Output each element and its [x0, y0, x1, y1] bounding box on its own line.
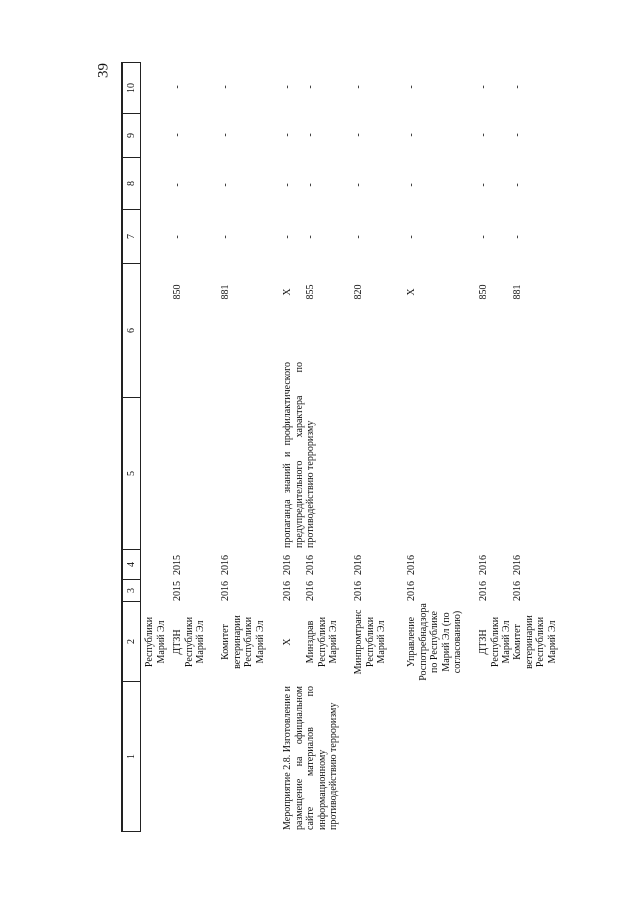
header-col-9: 9: [122, 114, 141, 158]
row6-executor: Управление Роспотребнадзора по Республике Марий Эл (по согласованию): [406, 603, 463, 681]
row7-end: 2016: [478, 555, 489, 575]
row2-col7: -: [220, 235, 231, 239]
row2-col8: -: [220, 183, 231, 187]
header-col-3: 3: [122, 580, 141, 602]
header-col-4: 4: [122, 550, 141, 580]
row2-code: 881: [220, 284, 231, 300]
row7-executor: ДТЗН Республики Марий Эл: [478, 616, 512, 668]
row4-code: 855: [305, 284, 316, 300]
rotated-table: [122, 62, 562, 832]
row5-end: 2016: [353, 555, 364, 575]
row7-col7: -: [478, 235, 489, 239]
row1-start: 2015: [172, 581, 183, 601]
row5-col10: -: [353, 85, 364, 89]
header-col-1: 1: [122, 682, 141, 832]
row4-col8: -: [305, 183, 316, 187]
row2-start: 2016: [220, 581, 231, 601]
row8-end: 2016: [512, 555, 523, 575]
row7-col10: -: [478, 85, 489, 89]
row5-code: 820: [353, 284, 364, 300]
row0-executor: Республики Марий Эл: [144, 616, 167, 668]
row7-code: 850: [478, 284, 489, 300]
row7-col8: -: [478, 183, 489, 187]
header-col-6: 6: [122, 264, 141, 398]
row6-code: Х: [406, 288, 417, 296]
row4-start: 2016: [305, 581, 316, 601]
row8-col10: -: [512, 85, 523, 89]
row3-col8: -: [282, 183, 293, 187]
row5-col9: -: [353, 133, 364, 137]
row6-col7: -: [406, 235, 417, 239]
row5-col8: -: [353, 183, 364, 187]
row1-col8: -: [172, 183, 183, 187]
header-col-10: 10: [122, 62, 141, 114]
header-col-7: 7: [122, 210, 141, 264]
row5-start: 2016: [353, 581, 364, 601]
row3-col10: -: [282, 85, 293, 89]
row8-col9: -: [512, 133, 523, 137]
row1-col7: -: [172, 235, 183, 239]
row8-executor: Комитет ветеринарии Республики Марий Эл: [512, 615, 558, 669]
row1-col10: -: [172, 85, 183, 89]
row8-code: 881: [512, 284, 523, 300]
row1-col9: -: [172, 133, 183, 137]
row3-end: 2016: [282, 555, 293, 575]
row2-col9: -: [220, 133, 231, 137]
row3-start: 2016: [282, 581, 293, 601]
row6-col9: -: [406, 133, 417, 137]
row2-end: 2016: [220, 555, 231, 575]
header-col-8: 8: [122, 158, 141, 210]
row2-executor: Комитет ветеринарии Республики Марий Эл: [220, 615, 266, 669]
row7-start: 2016: [478, 581, 489, 601]
row3-col7: -: [282, 235, 293, 239]
row4-col7: -: [305, 235, 316, 239]
header-col-5: 5: [122, 398, 141, 550]
row6-end: 2016: [406, 555, 417, 575]
row4-end: 2016: [305, 555, 316, 575]
row6-start: 2016: [406, 581, 417, 601]
row5-col7: -: [353, 235, 364, 239]
row8-start: 2016: [512, 581, 523, 601]
row4-executor: Минздрав Республики Марий Эл: [305, 616, 339, 668]
row5-executor: Минпромтранс Республики Марий Эл: [353, 609, 387, 675]
row4-col10: -: [305, 85, 316, 89]
row1-executor: ДТЗН Республики Марий Эл: [172, 616, 206, 668]
row4-col9: -: [305, 133, 316, 137]
row8-col7: -: [512, 235, 523, 239]
row2-col10: -: [220, 85, 231, 89]
row1-end: 2015: [172, 555, 183, 575]
row6-col8: -: [406, 183, 417, 187]
row3-col9: -: [282, 133, 293, 137]
row7-col9: -: [478, 133, 489, 137]
header-col-2: 2: [122, 602, 141, 682]
row8-col8: -: [512, 183, 523, 187]
row3-code: Х: [282, 288, 293, 296]
row6-col10: -: [406, 85, 417, 89]
row3-executor: Х: [282, 638, 293, 646]
row3-measure: Мероприятие 2.8. Изготовление и размещение на официальном сайте материалов по информационному противодействию терроризму: [282, 686, 339, 830]
row1-code: 850: [172, 284, 183, 300]
row3-result: пропаганда знаний и профилактического предупредительного характера по противодействию терроризму: [282, 362, 316, 548]
page-number: 39: [95, 63, 112, 78]
